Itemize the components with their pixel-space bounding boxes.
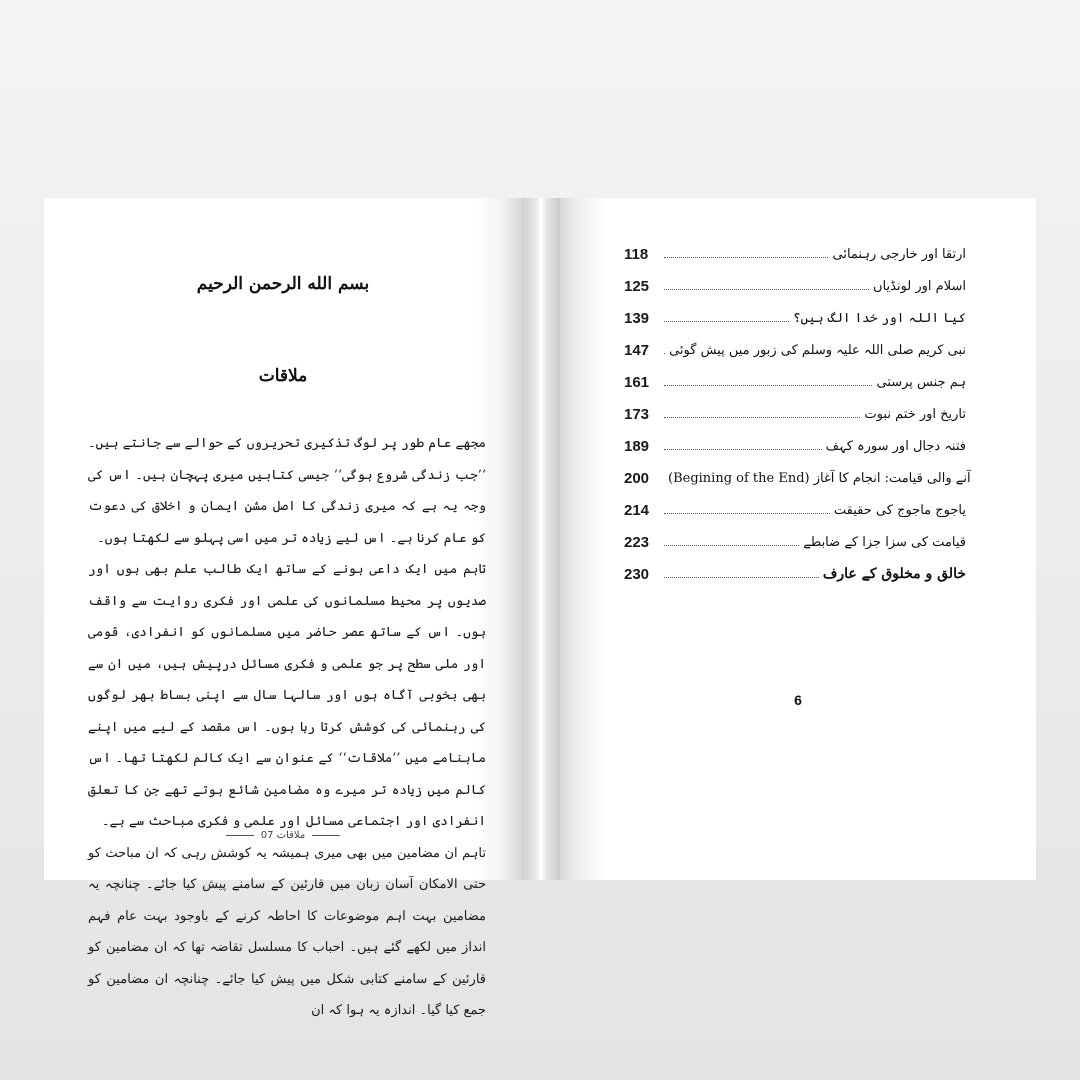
toc-row bbox=[624, 270, 966, 302]
toc-title: نبی کریم صلی اللہ علیہ وسلم کی زبور میں پیش گوئی bbox=[669, 342, 966, 358]
toc-row bbox=[624, 526, 966, 558]
toc-title: ارتقا اور خارجی رہنمائی bbox=[832, 246, 966, 262]
page-number: 6 bbox=[794, 692, 802, 708]
body-text bbox=[88, 428, 486, 1027]
toc-page-number: 230 bbox=[624, 565, 650, 583]
toc-row bbox=[624, 398, 966, 430]
toc-page-number: 214 bbox=[624, 501, 650, 519]
book-spine-gutter bbox=[522, 198, 560, 880]
page-footer bbox=[44, 830, 522, 841]
toc-row bbox=[624, 430, 966, 462]
toc-title: قیامت کی سزا جزا کے ضابطے bbox=[803, 534, 966, 550]
footer-rule bbox=[312, 835, 340, 836]
footer-label: ملاقات bbox=[276, 830, 306, 841]
toc-row bbox=[624, 238, 966, 270]
toc-page-number: 125 bbox=[624, 277, 650, 295]
open-book bbox=[44, 198, 1036, 1018]
paragraph: مجھے عام طور پر لوگ تذکیری تحریروں کے حوالے سے جانتے ہیں۔ ’’جب زندگی شروع ہوگی‘‘ جیسی کتابیں میری پہچان ہیں۔ اس کی وجہ یہ ہے کہ میری زندگی کا اصل مشن ایمان و اخلاق کی دعوت کو عام کرنا ہے۔ اس لیے زیادہ تر میں اسی پہلو سے لکھتا ہوں۔ bbox=[88, 436, 486, 546]
toc-title: اسلام اور لونڈیاں bbox=[873, 278, 966, 294]
footer-rule bbox=[226, 835, 254, 836]
toc-page-number: 189 bbox=[624, 437, 650, 455]
left-page bbox=[44, 198, 522, 1018]
toc-dot-leader bbox=[664, 257, 828, 258]
toc-page-number: 173 bbox=[624, 405, 650, 423]
toc-dot-leader bbox=[664, 321, 789, 322]
toc-page-number: 200 bbox=[624, 469, 650, 487]
toc-title: آنے والی قیامت: انجام کا آغاز (Begining of the End) bbox=[668, 470, 971, 486]
toc-page-number: 161 bbox=[624, 373, 650, 391]
toc-page-number: 139 bbox=[624, 309, 650, 327]
toc-dot-leader bbox=[664, 513, 830, 514]
toc-row bbox=[624, 302, 966, 334]
right-page bbox=[560, 198, 1036, 880]
toc-title: کیا اللہ اور خدا الگ ہیں؟ bbox=[792, 310, 966, 326]
toc-row bbox=[624, 494, 966, 526]
toc-dot-leader bbox=[664, 449, 822, 450]
toc-dot-leader bbox=[664, 417, 860, 418]
toc-row bbox=[624, 334, 966, 366]
toc-page-number: 147 bbox=[624, 341, 650, 359]
toc-title: ہم جنس پرستی bbox=[876, 374, 966, 390]
toc-row bbox=[624, 366, 966, 398]
toc-title: خالق و مخلوق کے عارف bbox=[822, 566, 966, 582]
toc-dot-leader bbox=[664, 385, 872, 386]
toc-title: فتنہ دجال اور سورہ کہف bbox=[825, 438, 966, 454]
toc-dot-leader bbox=[664, 289, 869, 290]
toc-dot-leader bbox=[664, 353, 665, 354]
paragraph: تاہم میں ایک داعی ہونے کے ساتھ ایک طالب علم بھی ہوں اور صدیوں پر محیط مسلمانوں کی علمی اور فکری روایت سے واقف ہوں۔ اس کے ساتھ عصر حاضر میں مسلمانوں کو انفرادی، قومی اور ملی سطح پر جو علمی و فکری مسائل درپیش ہیں، میں ان سے بھی بخوبی آگاہ ہوں اور سالہا سال سے اپنی بساط بھر لوگوں کی رہنمائی کی کوشش کرتا رہا ہوں۔ اس مقصد کے لیے میں اپنے ماہنامے میں ’’ملاقات‘‘ کے عنوان سے ایک کالم لکھتا تھا۔ اس کالم میں زیادہ تر میرے وہ مضامین شائع ہوتے تھے جن کا تعلق انفرادی اور اجتماعی مسائل اور علمی و فکری مباحث سے ہے۔ bbox=[88, 562, 486, 829]
toc-page-number: 223 bbox=[624, 533, 650, 551]
toc-row bbox=[624, 558, 966, 590]
toc-page-number: 118 bbox=[624, 245, 649, 263]
bismillah-heading: بسم الله الرحمن الرحیم bbox=[196, 274, 370, 294]
table-of-contents bbox=[624, 238, 971, 590]
chapter-title: ملاقات bbox=[258, 366, 308, 386]
toc-dot-leader bbox=[664, 577, 819, 578]
toc-title: یاجوج ماجوج کی حقیقت bbox=[833, 502, 966, 518]
paragraph: تاہم ان مضامین میں بھی میری ہمیشہ یہ کوشش رہی کہ ان مباحث کو حتی الامکان آسان زبان میں قارئین کے سامنے پیش کیا جائے۔ چنانچہ یہ مضامین بہت اہم موضوعات کا احاطہ کرنے کے باوجود بہت عام فہم انداز میں لکھے گئے ہیں۔ احباب کا مسلسل تقاضہ تھا کہ ان مضامین کو قارئین کے سامنے کتابی شکل میں پیش کیا جائے۔ چنانچہ ان مضامین کو جمع کیا گیا۔ اندازہ یہ ہوا کہ ان bbox=[88, 845, 486, 1018]
toc-title: تاریخ اور ختم نبوت bbox=[864, 406, 966, 422]
toc-row bbox=[624, 462, 971, 494]
toc-dot-leader bbox=[664, 545, 799, 546]
footer-page-number: 07 bbox=[260, 830, 274, 841]
